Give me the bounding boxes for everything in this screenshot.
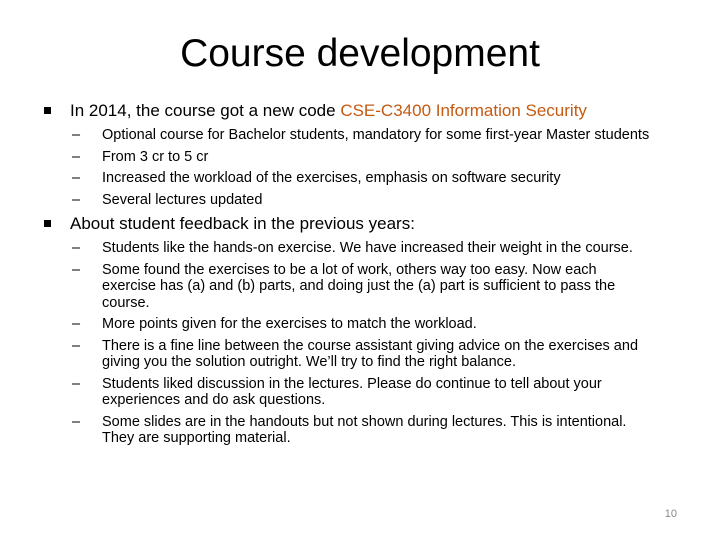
bullet-block-course-code <box>44 101 684 208</box>
bullet-block-feedback <box>44 214 684 447</box>
list-item: – Some slides are in the handouts but not shown during lectures. This is intentional. They are supporting material. <box>72 413 627 446</box>
dash-bullet-icon: – <box>72 337 81 354</box>
dash-bullet-icon: – <box>72 148 81 165</box>
slide-content <box>44 101 684 452</box>
square-bullet-icon <box>44 220 51 227</box>
sub-list <box>44 240 684 447</box>
dash-bullet-icon: – <box>72 191 81 208</box>
list-item: – Students like the hands-on exercise. We have increased their weight in the course. <box>72 240 633 256</box>
dash-bullet-icon: – <box>72 375 81 392</box>
dash-bullet-icon: – <box>72 316 81 332</box>
list-item: – Several lectures updated <box>72 191 263 208</box>
square-bullet-icon <box>44 107 51 114</box>
dash-bullet-icon: – <box>72 261 81 278</box>
list-item: – From 3 cr to 5 cr <box>72 148 209 165</box>
list-item: – Increased the workload of the exercises, emphasis on software security <box>72 170 561 186</box>
list-item: – More points given for the exercises to match the workload. <box>72 316 477 332</box>
dash-bullet-icon: – <box>72 127 81 143</box>
bullet-text: About student feedback in the previous years: <box>70 214 415 233</box>
list-item: – Students liked discussion in the lectures. Please do continue to tell about your experiences and do ask questions. <box>72 375 602 408</box>
dash-bullet-icon: – <box>72 170 81 186</box>
bullet-text: In 2014, the course got a new code <box>70 101 341 120</box>
page-number: 10 <box>664 508 677 520</box>
sub-list <box>44 127 684 208</box>
dash-bullet-icon: – <box>72 413 81 430</box>
course-code-highlight: CSE-C3400 Information Security <box>340 101 587 120</box>
list-item: – There is a fine line between the course assistant giving advice on the exercises and giving you the solution outright. We’ll try to find the right balance. <box>72 337 639 370</box>
list-item: – Optional course for Bachelor students, mandatory for some first-year Master students <box>72 127 650 143</box>
bullet-item <box>44 214 684 234</box>
slide-title: Course development <box>180 32 540 75</box>
list-item: – Some found the exercises to be a lot of work, others way too easy. Now each exercise has (a) and (b) parts, and doing just the (a) part is sufficient to pass the course. <box>72 261 616 311</box>
dash-bullet-icon: – <box>72 240 81 256</box>
bullet-item <box>44 101 684 121</box>
